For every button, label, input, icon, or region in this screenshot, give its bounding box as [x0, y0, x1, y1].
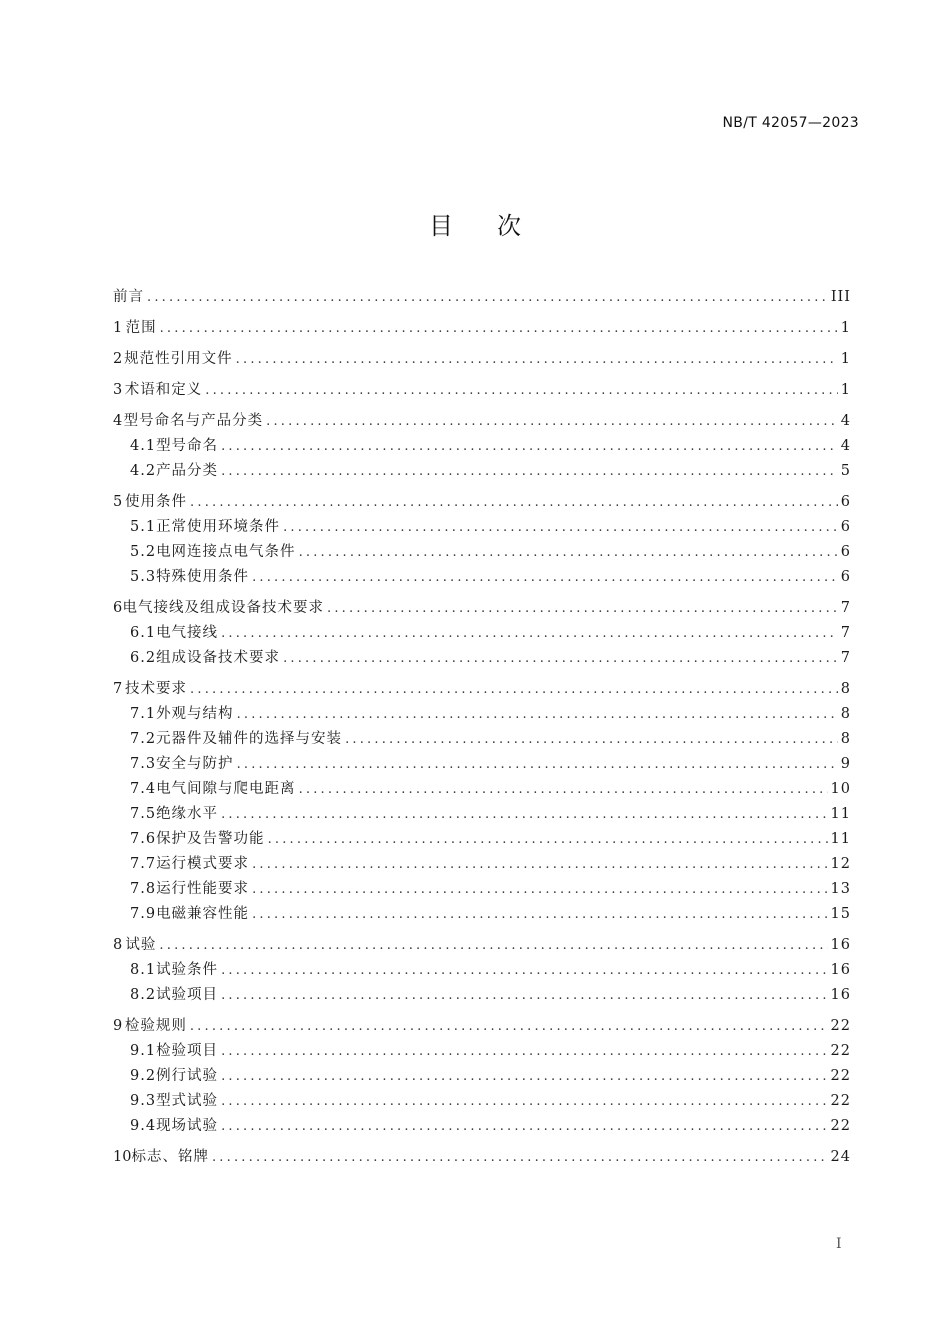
toc-entry-label: 规范性引用文件 [124, 351, 233, 367]
toc-leader-dots [221, 983, 827, 1008]
toc-entry[interactable] [113, 1145, 851, 1170]
toc-entry[interactable] [113, 596, 851, 621]
toc-entry-page: 8 [840, 681, 851, 697]
toc-entry-label: 保护及告警功能 [156, 831, 265, 847]
toc-entry-label: 技术要求 [125, 681, 188, 697]
toc-leader-dots [212, 1145, 828, 1170]
toc-entry[interactable] [113, 1064, 851, 1089]
toc-leader-dots [237, 752, 838, 777]
toc-entry-page: 1 [840, 320, 851, 336]
toc-entry-page: 15 [830, 906, 851, 922]
toc-entry[interactable] [113, 459, 851, 484]
toc-entry-label: 现场试验 [156, 1118, 219, 1134]
toc-leader-dots [190, 1014, 828, 1039]
toc-entry-label: 电气接线 [156, 625, 219, 641]
toc-entry-label: 正常使用环境条件 [156, 519, 281, 535]
toc-leader-dots [159, 933, 827, 958]
toc-entry-number: 1 [113, 320, 123, 336]
toc-entry-label: 试验 [125, 937, 157, 953]
toc-entry-number: 4.2 [130, 463, 157, 479]
toc-entry[interactable] [113, 677, 851, 702]
toc-entry-label: 电磁兼容性能 [156, 906, 250, 922]
toc-entry-number: 7.1 [130, 706, 157, 722]
toc-entry[interactable] [113, 490, 851, 515]
toc-entry-page: 4 [840, 438, 851, 454]
toc-entry[interactable] [113, 752, 851, 777]
toc-entry-number: 5.2 [130, 544, 157, 560]
toc-entry-number: 5.3 [130, 569, 157, 585]
toc-entry-page: 11 [830, 806, 851, 822]
toc-entry-page: 10 [830, 781, 851, 797]
toc-entry-page: 8 [840, 706, 851, 722]
toc-entry-label: 型式试验 [156, 1093, 219, 1109]
toc-entry[interactable] [113, 515, 851, 540]
toc-entry-label: 检验项目 [156, 1043, 219, 1059]
toc-entry-number: 3 [113, 382, 123, 398]
toc-entry-label: 试验项目 [156, 987, 219, 1003]
toc-entry-number: 9.1 [130, 1043, 157, 1059]
toc-entry-page: 7 [840, 650, 851, 666]
toc-entry[interactable] [113, 434, 851, 459]
toc-entry-label: 检验规则 [124, 1018, 187, 1034]
toc-leader-dots [190, 490, 838, 515]
toc-entry-number: 7.6 [130, 831, 157, 847]
toc-entry-number: 10 [113, 1149, 132, 1165]
toc-entry-label: 产品分类 [156, 463, 219, 479]
toc-leader-dots [252, 877, 827, 902]
toc-entry-number: 6.2 [130, 650, 157, 666]
toc-entry[interactable] [113, 958, 851, 983]
toc-entry-number: 2 [113, 351, 123, 367]
toc-entry[interactable] [113, 827, 851, 852]
toc-leader-dots [252, 565, 838, 590]
toc-entry-number: 5.1 [130, 519, 157, 535]
toc-entry-page: 5 [840, 463, 851, 479]
toc-leader-dots [190, 677, 838, 702]
page-title: 目次 [429, 212, 565, 240]
toc-entry[interactable] [113, 877, 851, 902]
toc-entry-page: 7 [840, 600, 851, 616]
toc-leader-dots [237, 702, 838, 727]
toc-entry-number: 6.1 [130, 625, 157, 641]
toc-leader-dots [268, 827, 828, 852]
toc-entry[interactable] [113, 777, 851, 802]
toc-entry-label: 特殊使用条件 [156, 569, 250, 585]
toc-entry-page: 16 [830, 987, 851, 1003]
toc-leader-dots [221, 1064, 827, 1089]
toc-entry-number: 7.4 [130, 781, 157, 797]
toc-entry-number: 7 [113, 681, 123, 697]
toc-entry-number: 7.8 [130, 881, 157, 897]
toc-entry-page: 22 [830, 1018, 851, 1034]
toc-entry[interactable] [113, 1089, 851, 1114]
toc-leader-dots [221, 1039, 827, 1064]
toc-entry[interactable] [113, 621, 851, 646]
toc-entry-page: 12 [830, 856, 851, 872]
table-of-contents [113, 285, 851, 1170]
footer-page-number: I [836, 1236, 842, 1252]
toc-entry-number: 4 [113, 413, 123, 429]
toc-entry-number: 5 [113, 494, 123, 510]
toc-entry-page: 16 [830, 937, 851, 953]
toc-leader-dots [221, 802, 827, 827]
toc-entry-page: 16 [830, 962, 851, 978]
toc-entry-page: 22 [830, 1093, 851, 1109]
toc-entry-page: 1 [840, 351, 851, 367]
toc-entry[interactable] [113, 1039, 851, 1064]
toc-entry-label: 电气间隙与爬电距离 [156, 781, 296, 797]
toc-entry-number: 7.5 [130, 806, 157, 822]
toc-leader-dots [266, 409, 838, 434]
toc-entry-label: 电气接线及组成设备技术要求 [122, 600, 324, 616]
document-code: NB/T 42057—2023 [722, 115, 859, 131]
toc-entry-label: 试验条件 [156, 962, 219, 978]
toc-leader-dots [283, 646, 838, 671]
toc-entry-label: 术语和定义 [124, 382, 203, 398]
toc-entry-label: 外观与结构 [156, 706, 234, 722]
toc-entry[interactable] [113, 1014, 851, 1039]
toc-entry-label: 电网连接点电气条件 [156, 544, 296, 560]
toc-entry-page: III [830, 289, 851, 305]
toc-entry-page: 1 [840, 382, 851, 398]
toc-entry-page: 22 [830, 1068, 851, 1084]
toc-entry-number: 9 [113, 1018, 123, 1034]
toc-leader-dots [205, 378, 838, 403]
toc-entry-page: 6 [840, 544, 851, 560]
toc-entry-page: 4 [840, 413, 851, 429]
toc-entry[interactable] [113, 902, 851, 927]
toc-entry[interactable] [113, 378, 851, 403]
toc-entry-page: 22 [830, 1118, 851, 1134]
toc-entry-page: 6 [840, 569, 851, 585]
toc-leader-dots [252, 902, 827, 927]
toc-entry[interactable] [113, 702, 851, 727]
toc-entry-page: 6 [840, 494, 851, 510]
toc-leader-dots [160, 316, 838, 341]
toc-leader-dots [221, 459, 838, 484]
toc-entry-label: 例行试验 [156, 1068, 219, 1084]
toc-leader-dots [299, 777, 828, 802]
toc-entry-label: 范围 [125, 320, 157, 336]
toc-entry-number: 8.1 [130, 962, 157, 978]
toc-entry[interactable] [113, 983, 851, 1008]
toc-entry[interactable] [113, 347, 851, 372]
toc-entry[interactable] [113, 1114, 851, 1139]
toc-entry-page: 24 [830, 1149, 851, 1165]
toc-entry-number: 7.2 [130, 731, 157, 747]
toc-entry-page: 9 [840, 756, 851, 772]
toc-entry-page: 11 [830, 831, 851, 847]
toc-entry-label: 运行模式要求 [156, 856, 250, 872]
toc-entry-number: 7.7 [130, 856, 157, 872]
toc-entry-label: 元器件及辅件的选择与安装 [156, 731, 343, 747]
toc-entry-label: 安全与防护 [156, 756, 234, 772]
toc-entry-label: 绝缘水平 [156, 806, 219, 822]
toc-leader-dots [221, 1114, 827, 1139]
toc-entry[interactable] [113, 565, 851, 590]
toc-entry-number: 7.3 [130, 756, 157, 772]
toc-leader-dots [345, 727, 838, 752]
toc-entry-number: 9.3 [130, 1093, 157, 1109]
toc-entry-number: 8 [113, 937, 123, 953]
toc-entry-page: 13 [830, 881, 851, 897]
toc-leader-dots [147, 285, 828, 310]
toc-leader-dots [221, 958, 827, 983]
toc-entry-page: 22 [830, 1043, 851, 1059]
toc-leader-dots [221, 1089, 827, 1114]
toc-entry[interactable] [113, 852, 851, 877]
toc-leader-dots [236, 347, 838, 372]
toc-entry-label: 组成设备技术要求 [156, 650, 281, 666]
toc-entry[interactable] [113, 285, 851, 310]
toc-leader-dots [299, 540, 838, 565]
toc-entry-number: 7.9 [130, 906, 157, 922]
toc-entry-label: 运行性能要求 [156, 881, 250, 897]
toc-entry-page: 8 [840, 731, 851, 747]
toc-leader-dots [252, 852, 827, 877]
toc-entry-page: 7 [840, 625, 851, 641]
toc-leader-dots [327, 596, 838, 621]
toc-entry[interactable] [113, 802, 851, 827]
toc-entry[interactable] [113, 727, 851, 752]
toc-entry[interactable] [113, 933, 851, 958]
toc-entry-number: 6 [113, 600, 123, 616]
toc-entry[interactable] [113, 646, 851, 671]
toc-entry-label: 型号命名与产品分类 [123, 413, 264, 429]
toc-leader-dots [221, 621, 838, 646]
toc-entry-number: 9.4 [130, 1118, 157, 1134]
toc-entry-label: 标志、铭牌 [131, 1149, 209, 1165]
toc-entry-number: 8.2 [130, 987, 157, 1003]
toc-entry-number: 9.2 [130, 1068, 157, 1084]
toc-leader-dots [221, 434, 838, 459]
toc-entry-page: 6 [840, 519, 851, 535]
toc-entry[interactable] [113, 540, 851, 565]
toc-entry-label: 使用条件 [125, 494, 188, 510]
toc-entry-label: 型号命名 [156, 438, 219, 454]
toc-entry[interactable] [113, 409, 851, 434]
toc-entry[interactable] [113, 316, 851, 341]
toc-leader-dots [283, 515, 838, 540]
toc-entry-label: 前言 [113, 289, 144, 305]
toc-entry-number: 4.1 [130, 438, 157, 454]
